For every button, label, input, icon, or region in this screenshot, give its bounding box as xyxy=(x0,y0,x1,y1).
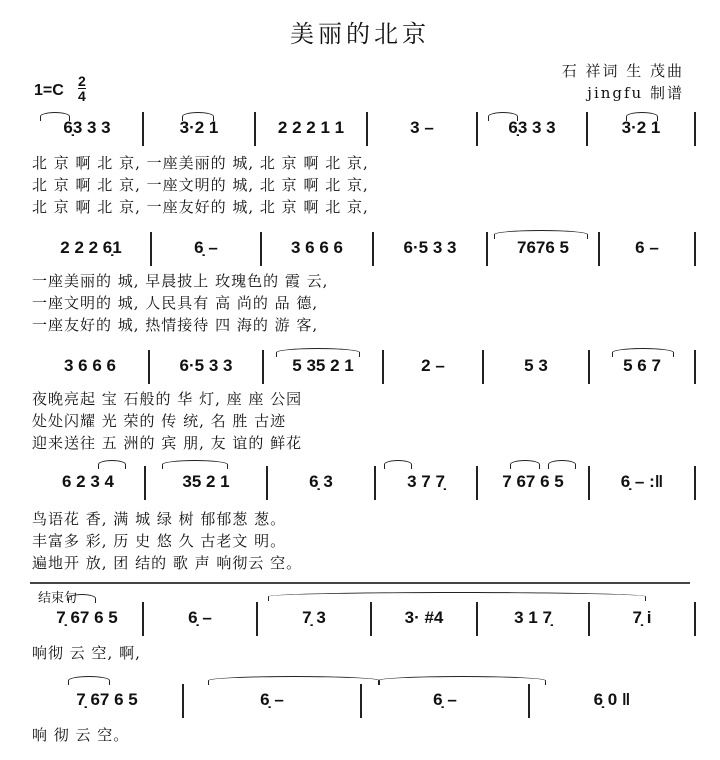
slur xyxy=(276,348,360,357)
measure xyxy=(32,680,182,720)
measure-notes: 6̣3 3 3 xyxy=(508,118,556,137)
slur xyxy=(182,112,214,121)
slur xyxy=(378,676,546,685)
measure xyxy=(362,680,528,720)
measure xyxy=(478,598,588,638)
slur xyxy=(208,676,380,685)
lyric-line-2-2: 一座文明的 城, 人民具有 高 尚的 品 德, xyxy=(32,294,319,312)
measure-notes: 2 – xyxy=(421,356,445,375)
composer-credit: 石 祥词 生 茂曲 xyxy=(561,62,684,80)
measure-notes: 5 6 7 xyxy=(623,356,661,375)
slur xyxy=(68,594,96,603)
measure-notes: 6·5 3 3 xyxy=(403,238,457,257)
slur xyxy=(494,230,588,239)
staff-row-5 xyxy=(32,598,696,638)
slur xyxy=(626,112,658,121)
slur xyxy=(268,592,646,601)
slur xyxy=(162,460,228,469)
barline xyxy=(694,112,696,146)
measure xyxy=(590,462,694,502)
measure-notes: 7̣ 67 6 5 xyxy=(76,690,138,709)
measure-notes: 3 7 7̣ xyxy=(407,472,445,491)
measure-notes: 6̣ – :‖ xyxy=(620,472,664,491)
measure xyxy=(530,680,694,720)
barline xyxy=(694,232,696,266)
measure-notes: 5 35 2 1 xyxy=(292,356,354,375)
measure-notes: 7676 5 xyxy=(517,238,569,257)
measure-notes: 6̣ – xyxy=(433,690,457,709)
measure xyxy=(32,228,150,268)
slur xyxy=(384,460,412,469)
slur xyxy=(488,112,518,121)
measure xyxy=(484,346,588,386)
lyric-line-4-1: 鸟语花 香, 满 城 绿 树 郁郁葱 葱。 xyxy=(32,510,287,528)
slur xyxy=(40,112,70,121)
staff-row-4 xyxy=(32,462,696,502)
measure-notes: 3·2 1 xyxy=(621,118,661,137)
measure xyxy=(144,598,256,638)
measure xyxy=(384,346,482,386)
lyric-line-2-1: 一座美丽的 城, 早晨披上 玫瑰色的 霞 云, xyxy=(32,272,329,290)
lyric-line-1-1: 北 京 啊 北 京, 一座美丽的 城, 北 京 啊 北 京, xyxy=(32,154,369,172)
lyric-line-4-3: 遍地开 放, 团 结的 歌 声 响彻云 空。 xyxy=(32,554,303,572)
measure xyxy=(256,108,366,148)
time-signature-top: 2 xyxy=(78,73,86,89)
lyric-line-6-1: 响 彻 云 空。 xyxy=(32,726,130,744)
measure xyxy=(184,680,360,720)
lyric-line-3-1: 夜晚亮起 宝 石般的 华 灯, 座 座 公园 xyxy=(32,390,303,408)
lyric-line-2-3: 一座友好的 城, 热情接待 四 海的 游 客, xyxy=(32,316,319,334)
time-signature xyxy=(78,74,86,103)
lyric-line-3-2: 处处闪耀 光 荣的 传 统, 名 胜 古迹 xyxy=(32,412,287,430)
transcriber-credit: jingfu 制谱 xyxy=(587,84,684,102)
staff-row-1 xyxy=(32,108,696,148)
measure xyxy=(262,228,372,268)
measure xyxy=(32,462,144,502)
measure xyxy=(372,598,476,638)
measure xyxy=(150,346,262,386)
measure-notes: 3 1 7̣ xyxy=(514,608,552,627)
key-signature: 1=C xyxy=(34,82,64,99)
slur xyxy=(510,460,540,469)
measure-notes: 2 2 2 1 1 xyxy=(277,118,345,137)
measure-notes: 6̣ 0 ‖ xyxy=(593,690,631,709)
measure-notes: 3 6 6 6 xyxy=(64,356,116,375)
measure xyxy=(590,598,694,638)
barline xyxy=(694,602,696,636)
ending-bracket xyxy=(30,582,690,584)
measure-notes: 3 – xyxy=(410,118,434,137)
measure-notes: 6̣ – xyxy=(188,608,212,627)
measure-notes: 7̣ 3 xyxy=(302,608,326,627)
staff-row-3 xyxy=(32,346,696,386)
lyric-line-1-2: 北 京 啊 北 京, 一座文明的 城, 北 京 啊 北 京, xyxy=(32,176,369,194)
measure-notes: 5 3 xyxy=(524,356,548,375)
staff-row-2 xyxy=(32,228,696,268)
time-signature-bottom: 4 xyxy=(78,88,86,104)
measure-notes: 7 67 6 5 xyxy=(502,472,564,491)
song-title: 美丽的北京 xyxy=(290,20,430,48)
lyric-line-4-2: 丰富多 彩, 历 史 悠 久 古老文 明。 xyxy=(32,532,287,550)
slur xyxy=(548,460,576,469)
measure xyxy=(268,462,374,502)
measure xyxy=(600,228,694,268)
barline xyxy=(694,350,696,384)
staff-row-6 xyxy=(32,680,696,720)
slur xyxy=(98,460,126,469)
lyric-line-1-3: 北 京 啊 北 京, 一座友好的 城, 北 京 啊 北 京, xyxy=(32,198,369,216)
ending-label: 结束句 xyxy=(38,591,78,606)
measure-notes: 6̣ 3 xyxy=(309,472,333,491)
measure xyxy=(32,598,142,638)
measure xyxy=(374,228,486,268)
measure xyxy=(152,228,260,268)
lyric-line-5-1: 响彻 云 空, 啊, xyxy=(32,644,141,662)
measure-notes: 6̣ – xyxy=(260,690,284,709)
measure-notes: 7̣ 67 6 5 xyxy=(56,608,118,627)
measure xyxy=(258,598,370,638)
measure-notes: 6·5 3 3 xyxy=(179,356,233,375)
measure-notes: 3· #4 xyxy=(404,608,444,627)
slur xyxy=(68,676,110,685)
measure xyxy=(368,108,476,148)
barline xyxy=(694,466,696,500)
measure-notes: 35 2 1 xyxy=(182,472,230,491)
slur xyxy=(612,348,674,357)
measure-notes: 6̣ – xyxy=(194,238,218,257)
measure-notes: 6̣3 3 3 xyxy=(63,118,111,137)
measure-notes: 6 2 3 4 xyxy=(62,472,114,491)
measure-notes: 7̣ i xyxy=(632,608,652,627)
measure-notes: 3·2 1 xyxy=(179,118,219,137)
measure-notes: 3 6 6 6 xyxy=(291,238,343,257)
measure-notes: 6 – xyxy=(635,238,659,257)
lyric-line-3-3: 迎来送往 五 洲的 宾 朋, 友 谊的 鲜花 xyxy=(32,434,303,452)
measure-notes: 2 2 2 6̣1 xyxy=(60,238,122,257)
measure xyxy=(32,346,148,386)
